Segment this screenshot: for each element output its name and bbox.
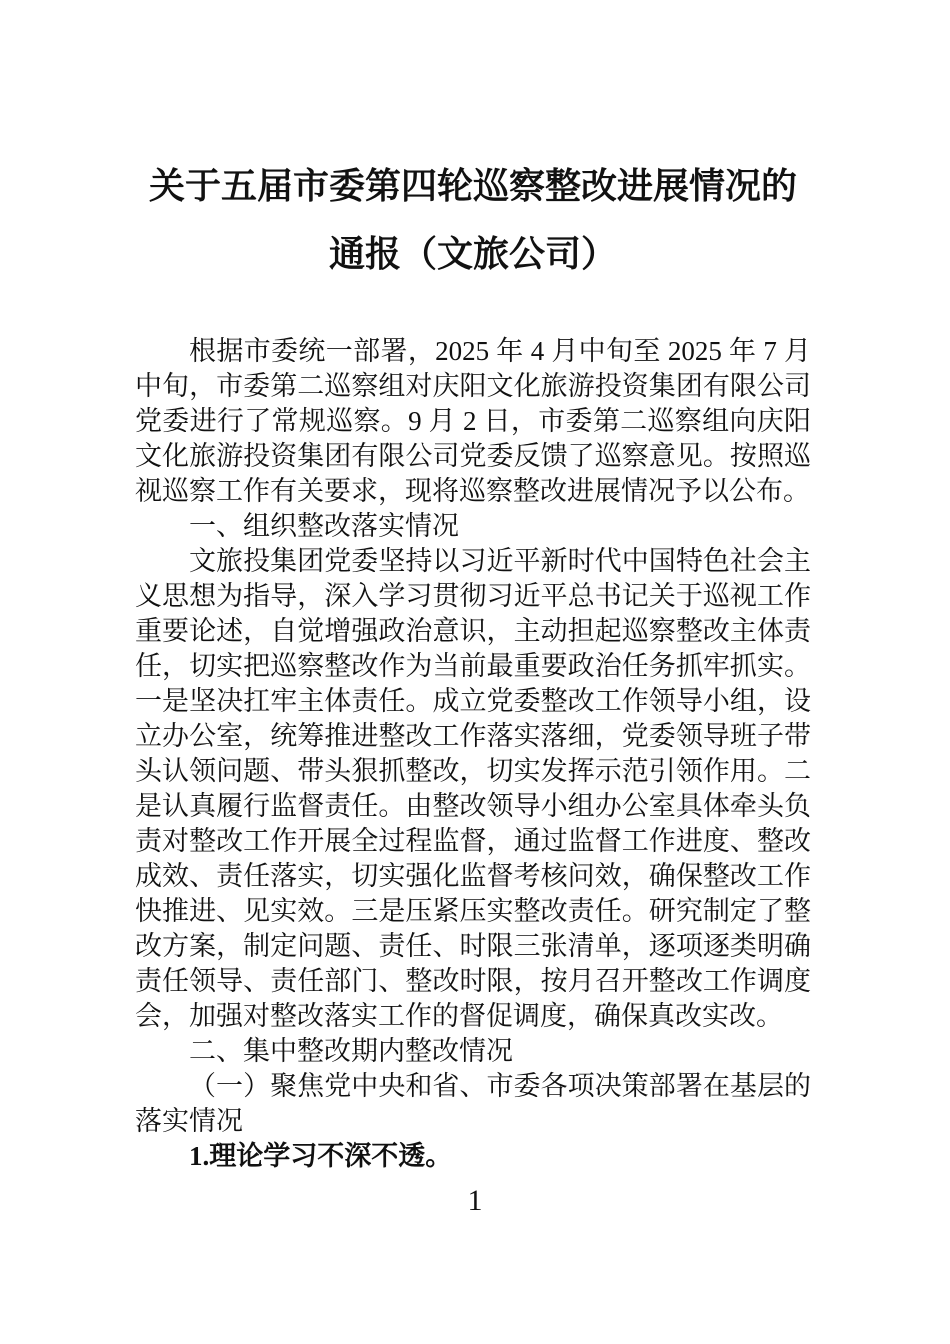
paragraph-intro: 根据市委统一部署，2025 年 4 月中旬至 2025 年 7 月中旬，市委第二巡察组对庆阳文化旅游投资集团有限公司党委进行了常规巡察。9 月 2 日，市委第二巡察组向庆阳文化旅游投资集团有限公司党委反馈了巡察意见。按照巡视巡察工作有关要求，现将巡察整改进展情况予以公布。 <box>135 336 811 506</box>
subsection-heading: （一）聚焦党中央和省、市委各项决策部署在基层的落实情况 <box>135 1071 811 1136</box>
item-heading-1: 1.理论学习不深不透。 <box>189 1141 453 1171</box>
document-title-line-2: 通报（文旅公司） <box>328 233 617 274</box>
section-heading-2: 二、集中整改期内整改情况 <box>189 1036 513 1066</box>
document-title-line-1: 关于五届市委第四轮巡察整改进展情况的 <box>148 165 797 206</box>
document-title <box>135 152 811 288</box>
paragraph-organization: 文旅投集团党委坚持以习近平新时代中国特色社会主义思想为指导，深入学习贯彻习近平总书记关于巡视工作重要论述，自觉增强政治意识，主动担起巡察整改主体责任，切实把巡察整改作为当前最重要政治任务抓牢抓实。一是坚决扛牢主体责任。成立党委整改工作领导小组，设立办公室，统筹推进整改工作落实落细，党委领导班子带头认领问题、带头狠抓整改，切实发挥示范引领作用。二是认真履行监督责任。由整改领导小组办公室具体牵头负责对整改工作开展全过程监督，通过监督工作进度、整改成效、责任落实，切实强化监督考核问效，确保整改工作快推进、见实效。三是压紧压实整改责任。研究制定了整改方案，制定问题、责任、时限三张清单，逐项逐类明确责任领导、责任部门、整改时限，按月召开整改工作调度会，加强对整改落实工作的督促调度，确保真改实改。 <box>135 546 811 1031</box>
section-heading-1: 一、组织整改落实情况 <box>189 511 459 541</box>
document-body <box>135 334 811 1174</box>
document-content <box>135 152 811 1174</box>
page-number: 1 <box>467 1184 483 1217</box>
